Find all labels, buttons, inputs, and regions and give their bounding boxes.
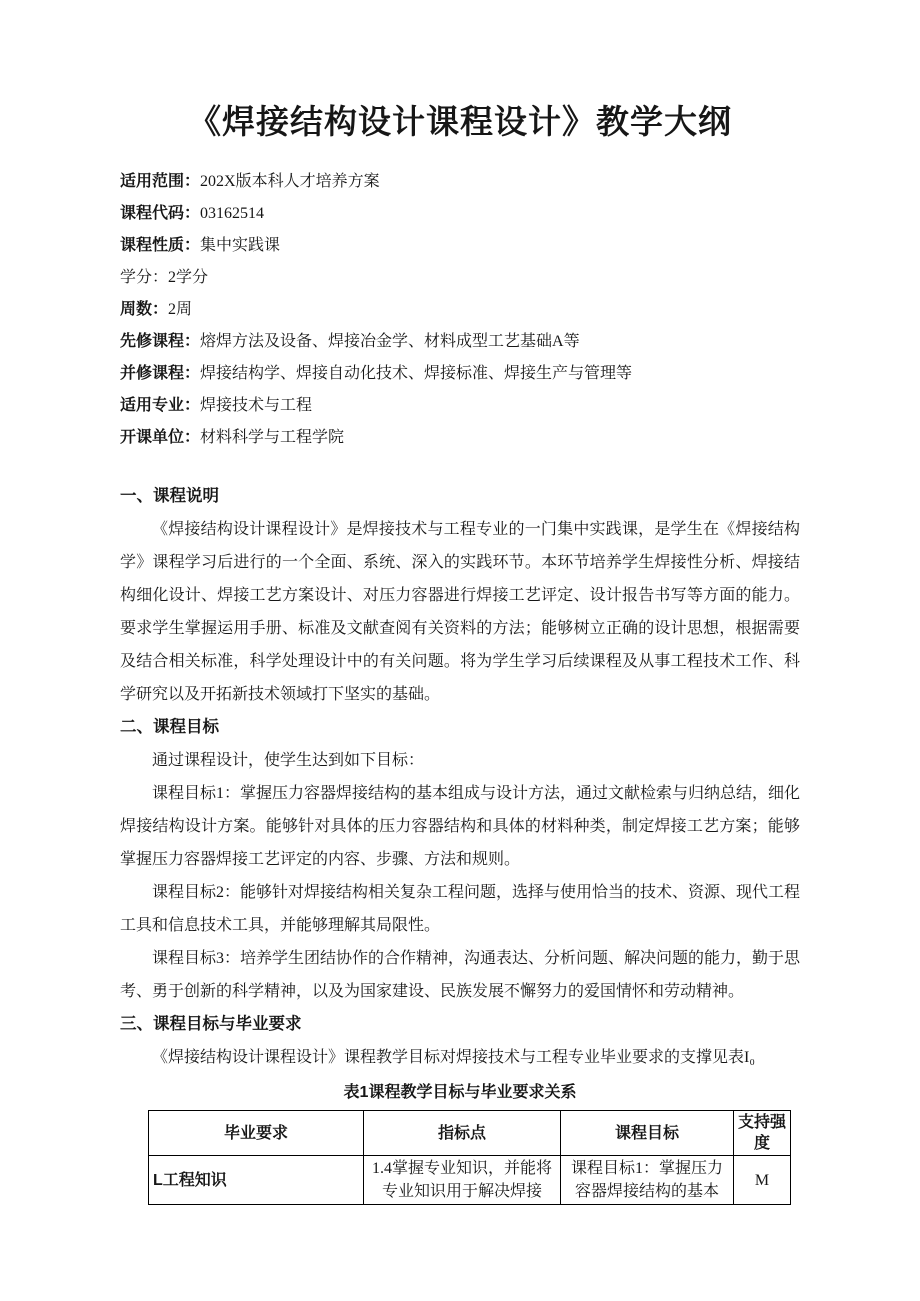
cell-support-strength: M xyxy=(734,1156,791,1205)
meta-applicable-major xyxy=(120,390,800,422)
meta-label: 适用范围： xyxy=(120,173,201,190)
table-header-row xyxy=(149,1111,791,1156)
meta-value: 2周 xyxy=(168,301,193,318)
meta-label: 课程代码： xyxy=(120,205,201,222)
meta-value: 焊接技术与工程 xyxy=(200,397,313,414)
meta-label: 开课单位： xyxy=(120,429,201,446)
header-graduation-requirement: 毕业要求 xyxy=(149,1111,364,1156)
course-meta xyxy=(120,166,800,454)
cell-graduation-requirement: L工程知识 xyxy=(149,1156,364,1205)
meta-value: 熔焊方法及设备、焊接冶金学、材料成型工艺基础A等 xyxy=(200,333,580,350)
meta-prerequisite-courses xyxy=(120,326,800,358)
header-course-objective: 课程目标 xyxy=(561,1111,734,1156)
meta-value: 焊接结构学、焊接自动化技术、焊接标准、焊接生产与管理等 xyxy=(200,365,633,382)
objectives-requirements-intro: 《焊接结构设计课程设计》课程教学目标对焊接技术与工程专业毕业要求的支撑见表I₀ xyxy=(152,1049,755,1066)
meta-applicable-scope xyxy=(120,166,800,198)
meta-credits xyxy=(120,262,800,294)
meta-label: 周数： xyxy=(120,301,169,318)
meta-course-nature xyxy=(120,230,800,262)
course-objective-2: 课程目标2：能够针对焊接结构相关复杂工程问题，选择与使用恰当的技术、资源、现代工程工具和信息技术工具，并能够理解其局限性。 xyxy=(120,884,801,934)
meta-offering-unit xyxy=(120,422,800,454)
meta-corequisite-courses xyxy=(120,358,800,390)
meta-value: 202X版本科人才培养方案 xyxy=(200,173,380,190)
meta-value: 03162514 xyxy=(200,205,265,222)
table-row xyxy=(149,1156,791,1205)
section-course-description-body: 《焊接结构设计课程设计》是焊接技术与工程专业的一门集中实践课，是学生在《焊接结构学》课程学习后进行的一个全面、系统、深入的实践环节。本环节培养学生焊接性分析、焊接结构细化设计、焊接工艺方案设计、对压力容器进行焊接工艺评定、设计报告书写等方面的能力。要求学生掌握运用手册、标准及文献查阅有关资料的方法；能够树立正确的设计思想，根据需要及结合相关标准，科学处理设计中的有关问题。将为学生学习后续课程及从事工程技术工作、科学研究以及开拓新技术领域打下坚实的基础。 xyxy=(120,521,800,703)
meta-value: 集中实践课 xyxy=(200,237,281,254)
course-objective-1: 课程目标1：掌握压力容器焊接结构的基本组成与设计方法，通过文献检索与归纳总结，细化焊接结构设计方案。能够针对具体的压力容器结构和具体的材料种类，制定焊接工艺方案；能够掌握压力容器焊接工艺评定的内容、步骤、方法和规则。 xyxy=(120,785,801,868)
course-objective-3: 课程目标3：培养学生团结协作的合作精神，沟通表达、分析问题、解决问题的能力，勤于思考、勇于创新的科学精神，以及为国家建设、民族发展不懈努力的爱国情怀和劳动精神。 xyxy=(120,950,801,1000)
meta-label: 适用专业： xyxy=(120,397,201,414)
meta-label: 并修课程： xyxy=(120,365,201,382)
meta-label: 学分： xyxy=(120,269,169,286)
section-course-objectives-heading: 二、课程目标 xyxy=(120,718,219,736)
meta-label: 先修课程： xyxy=(120,333,201,350)
section-objectives-requirements-heading: 三、课程目标与毕业要求 xyxy=(120,1015,302,1033)
meta-value: 2学分 xyxy=(168,269,209,286)
page-title: 《焊接结构设计课程设计》教学大纲 xyxy=(188,103,732,140)
section-course-description-heading: 一、课程说明 xyxy=(120,487,219,505)
table-caption: 表1课程教学目标与毕业要求关系 xyxy=(343,1084,577,1101)
header-support-strength: 支持强度 xyxy=(734,1111,791,1156)
meta-label: 课程性质： xyxy=(120,237,201,254)
cell-indicator-point: 1.4掌握专业知识，并能将专业知识用于解决焊接 xyxy=(364,1156,561,1205)
meta-value: 材料科学与工程学院 xyxy=(200,429,345,446)
objectives-requirements-table xyxy=(148,1110,791,1205)
cell-course-objective: 课程目标1：掌握压力容器焊接结构的基本 xyxy=(561,1156,734,1205)
meta-weeks xyxy=(120,294,800,326)
header-indicator-point: 指标点 xyxy=(364,1111,561,1156)
course-objectives-intro: 通过课程设计，使学生达到如下目标： xyxy=(152,752,425,769)
meta-course-code xyxy=(120,198,800,230)
